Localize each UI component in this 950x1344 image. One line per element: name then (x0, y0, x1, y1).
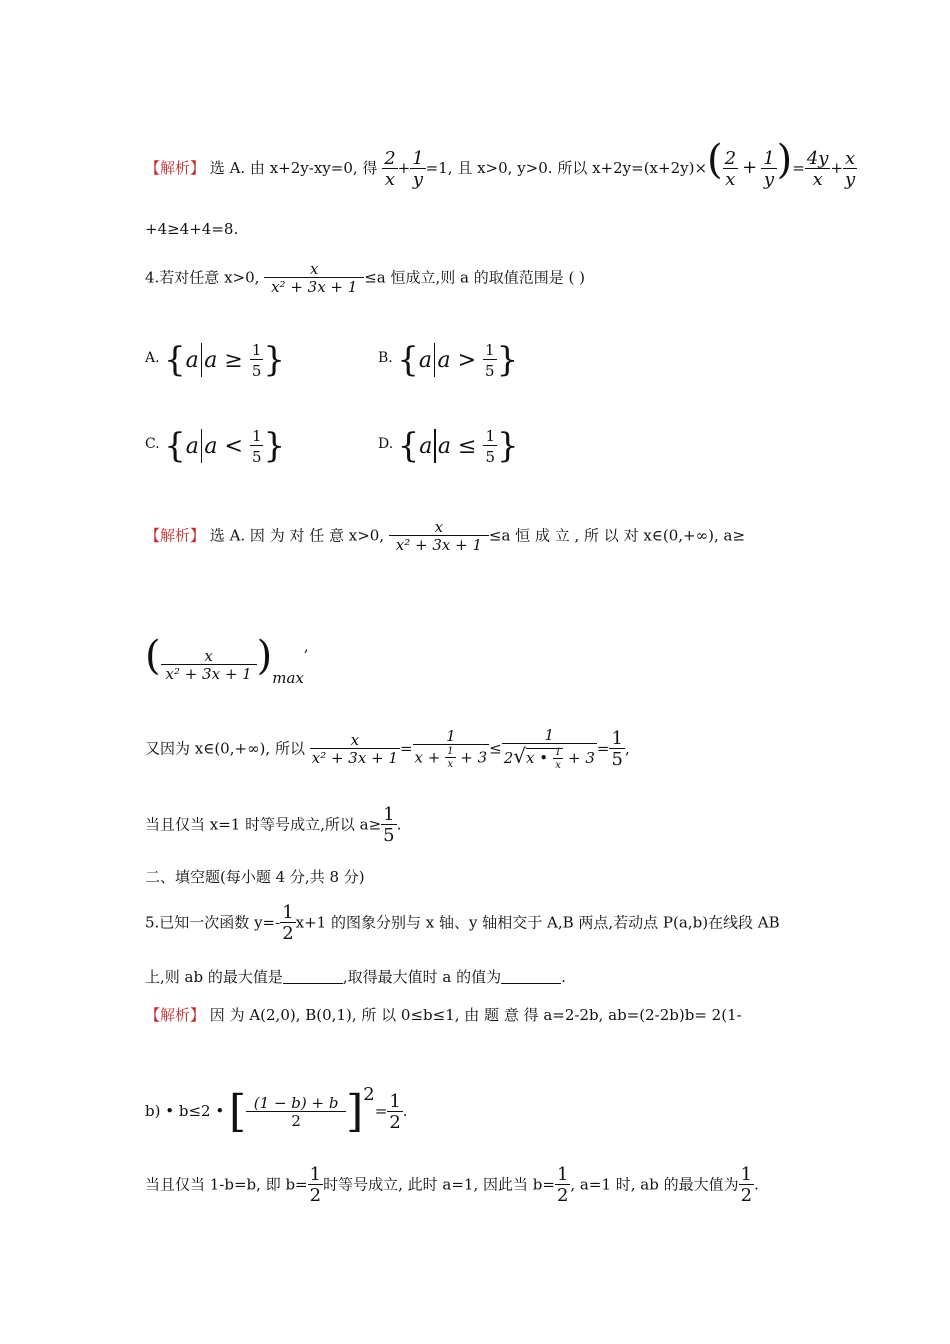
max-subscript: max (272, 669, 304, 687)
option-a[interactable] (145, 340, 286, 380)
period: . (561, 968, 566, 986)
option-b-label: B. (378, 350, 393, 366)
answer-blank-1[interactable] (283, 983, 343, 984)
le-sign: ≤ (489, 739, 502, 758)
equals-sign: = (596, 739, 610, 758)
q3-text2: =1, 且 x>0, y>0. 所以 x+2y=(x+2y)× (425, 159, 708, 177)
fraction-1-over-x-plus-1x-plus-3: 1 x + $\frac{1}{x}$ + 3 (414, 726, 488, 770)
q5-final-text2: 时等号成立, 此时 a=1, 因此当 b= (323, 1175, 555, 1194)
plus-sign: + (397, 159, 411, 177)
q5-line2-text-a: 上,则 ab 的最大值是 (145, 968, 283, 986)
q5-stem-line1 (145, 904, 780, 943)
option-d-label: D. (378, 436, 394, 452)
q4-stem (145, 262, 585, 295)
fraction-bracket: $\frac{(1 - b) + b}{2}$ (246, 1096, 346, 1129)
option-b-set: { a a > $\frac{1}{5}$ } (397, 340, 519, 380)
fraction-x-over-quadratic: $\frac{x}{\text{x² + 3x + 1}}$ (264, 262, 364, 295)
comma: , (303, 637, 309, 655)
option-a-set: { a a ≥ $\frac{1}{5}$ } (164, 340, 286, 380)
fraction-1-over-2-d: $\frac{1}{2}$ (556, 1164, 569, 1206)
fraction-1-over-5: $\frac{1}{5}$ (611, 727, 623, 770)
superscript-2: 2 (363, 1084, 375, 1105)
option-d-set: { a a ≤ $\frac{1}{5}$ } (397, 426, 519, 466)
fraction-1-over-2-e: $\frac{1}{2}$ (740, 1164, 753, 1206)
left-bracket: [ (228, 1086, 247, 1137)
period: . (402, 1102, 408, 1120)
q4-conclusion-text: 当且仅当 x=1 时等号成立,所以 a≥ (145, 815, 382, 834)
equals-sign: = (792, 159, 805, 177)
equals-sign: = (399, 739, 413, 758)
fraction-1-over-2-b: $\frac{1}{2}$ (389, 1090, 401, 1133)
q5-final-line (145, 1166, 759, 1205)
q5-stem-text1: 5.已知一次函数 y=- (145, 913, 281, 932)
q4-again-line (145, 728, 630, 771)
comma: , (624, 739, 630, 758)
q5-line2-text-b: ,取得最大值时 a 的值为 (342, 968, 502, 986)
q4-sol-text2: ≤a 恒 成 立 , 所 以 对 x∈(0,+∞), a≥ (488, 526, 746, 545)
fraction-x-over-quadratic-d: $\frac{x}{\text{x² + 3x + 1}}$ (311, 730, 398, 767)
q5-sol-line2-text: b) • b≤2 • (145, 1102, 225, 1120)
fraction-1-over-2: $\frac{1}{2}$ (282, 902, 294, 944)
q4-stem-text1: 4.若对任意 x>0, (145, 268, 260, 287)
plus-sign: + (830, 159, 844, 177)
q3-solution-line1 (145, 137, 857, 190)
fraction-1-over-5-b: $\frac{1}{5}$ (383, 804, 395, 846)
q4-stem-text2: ≤a 恒成立,则 a 的取值范围是 ( ) (364, 268, 585, 287)
q4-again-text: 又因为 x∈(0,+∞), 所以 (145, 739, 305, 758)
fraction-1-over-y: $\frac{1}{y}$ (412, 147, 424, 190)
q3-solution-line2: +4≥4+4=8. (145, 220, 239, 238)
answer-blank-2[interactable] (501, 983, 561, 984)
q4-sol-text1: 选 A. 因 为 对 任 意 x>0, (209, 526, 385, 545)
fraction-x-over-quadratic-c: $\frac{x}{\text{x² + 3x + 1}}$ (161, 649, 257, 682)
left-paren: ( (145, 633, 161, 679)
q5-stem-line2 (145, 970, 566, 985)
fraction-4y-over-x: $\frac{4y}{x}$ (806, 147, 829, 190)
q4-conclusion (145, 806, 401, 845)
q3-text1: 选 A. 由 x+2y-xy=0, 得 (209, 159, 378, 177)
solution-label: 【解析】 (145, 159, 206, 177)
q4-solution-line1 (145, 520, 745, 553)
fraction-x-over-quadratic-b: $\frac{x}{\text{x² + 3x + 1}}$ (389, 520, 489, 553)
fraction-2-over-x-b: $\frac{2}{x}$ (724, 147, 737, 190)
option-d[interactable] (378, 426, 519, 466)
q5-final-text3: , a=1 时, ab 的最大值为 (570, 1175, 739, 1194)
period: . (396, 815, 402, 834)
option-a-label: A. (145, 350, 160, 366)
q5-stem-text2: x+1 的图象分别与 x 轴、y 轴相交于 A,B 两点,若动点 P(a,b)在线段 AB (295, 913, 780, 932)
fraction-x-over-y: $\frac{x}{y}$ (845, 147, 856, 190)
q5-final-text1: 当且仅当 1-b=b, 即 b= (145, 1175, 308, 1194)
q4-max-expression (145, 633, 309, 687)
option-b[interactable] (378, 340, 519, 380)
fraction-2-over-x: $\frac{2}{x}$ (384, 147, 396, 190)
right-paren: ) (776, 137, 793, 183)
equals-sign: = (374, 1102, 388, 1120)
option-c-set: { a a < $\frac{1}{5}$ } (164, 426, 286, 466)
right-paren: ) (256, 633, 273, 679)
option-c-label: C. (145, 436, 160, 452)
fraction-1-over-y-b: $\frac{1}{y}$ (763, 147, 775, 190)
section-heading: 二、填空题(每小题 4 分,共 8 分) (145, 868, 365, 886)
solution-label: 【解析】 (145, 1006, 206, 1024)
plus-sign: + (742, 157, 758, 178)
q5-solution-line2 (145, 1084, 408, 1137)
q5-solution-line1 (145, 1008, 742, 1023)
period: . (754, 1175, 759, 1194)
option-c[interactable] (145, 426, 286, 466)
q5-sol-text: 因 为 A(2,0), B(0,1), 所 以 0≤b≤1, 由 题 意 得 a=2-2b, ab=(2-2b)b= 2(1- (209, 1006, 742, 1024)
fraction-1-over-2-c: $\frac{1}{2}$ (309, 1164, 322, 1206)
solution-label: 【解析】 (145, 526, 206, 545)
left-paren: ( (707, 137, 723, 183)
fraction-1-over-2sqrt: 1 2√x • $\frac{1}{x}$ + 3 (503, 726, 595, 771)
right-bracket: ] (346, 1086, 364, 1137)
